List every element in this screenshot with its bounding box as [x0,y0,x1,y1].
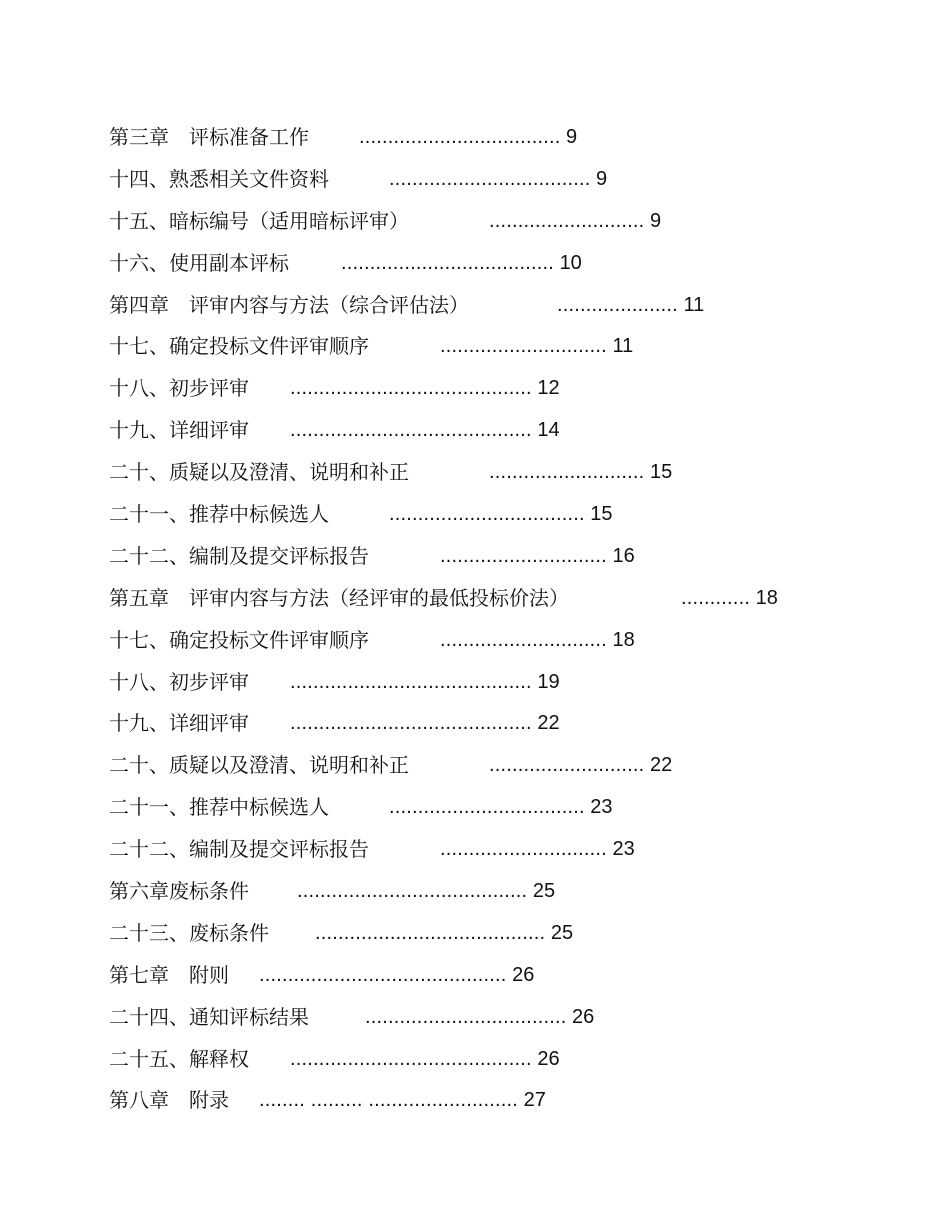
toc-entry-title: 二十一、推荐中标候选人 [109,502,329,527]
toc-entry-leader: ........ ......... .......................... [259,1089,519,1112]
toc-entry [109,536,909,578]
toc-entry-title: 二十三、废标条件 [109,920,269,945]
toc-entry [109,871,909,913]
toc-entry-title: 第六章废标条件 [109,879,249,904]
toc-entry-leader: ................................... [365,1005,567,1028]
toc-entry [109,159,909,201]
toc-entry-leader: ............................. [440,838,607,861]
toc-entry-leader: .......................................... [290,377,532,400]
toc-entry-page: 18 [612,628,635,651]
toc-entry-leader: ................................... [389,167,591,190]
toc-entry [109,913,909,955]
toc-entry-leader: ........................................ [315,921,546,944]
toc-entry [109,829,909,871]
toc-entry-title: 十九、详细评审 [109,711,249,736]
toc-entry-page: 15 [650,461,673,484]
toc-entry-title: 十八、初步评审 [109,376,249,401]
toc-entry-title: 第四章 评审内容与方法（综合评估法） [109,292,469,317]
toc-entry-page: 15 [590,503,613,526]
toc-entry [109,745,909,787]
table-of-contents [109,117,909,1122]
toc-entry-leader: .......................................... [290,712,532,735]
toc-entry-page: 25 [532,880,556,903]
toc-entry [109,326,909,368]
toc-entry-page: 10 [559,251,582,274]
toc-entry-leader: ........................................ [297,880,528,903]
toc-entry-page: 26 [572,1005,595,1028]
toc-entry [109,285,909,327]
toc-entry-leader: ........................... [489,461,645,484]
toc-entry-leader: ............................. [440,335,607,358]
toc-entry-title: 二十、质疑以及澄清、说明和补正 [109,753,409,778]
toc-entry-leader: .................................. [389,796,585,819]
toc-entry [109,578,909,620]
toc-entry-leader: ................................... [359,126,561,148]
toc-entry-title: 二十五、解释权 [109,1046,249,1071]
toc-entry-page: 16 [612,544,635,567]
toc-entry-page: 22 [537,712,560,735]
toc-entry-page: 19 [537,670,560,693]
toc-entry [109,117,909,159]
toc-entry-page: 23 [612,838,635,861]
toc-entry-page: 18 [755,586,778,609]
toc-entry-title: 十九、详细评审 [109,418,249,443]
toc-entry-title: 二十二、编制及提交评标报告 [109,543,369,568]
toc-entry-leader: .......................................... [290,670,532,693]
toc-entry [109,410,909,452]
toc-entry [109,1080,909,1122]
toc-entry-page: 14 [537,419,560,442]
toc-entry [109,620,909,662]
toc-entry-leader: .................................. [389,503,585,526]
toc-entry-page: 9 [650,209,662,232]
toc-entry-leader: ............ [681,586,751,609]
toc-entry-page: 9 [566,126,578,148]
toc-entry-leader: ........................... [489,209,645,232]
toc-entry-page: 11 [612,335,634,358]
toc-entry [109,368,909,410]
toc-entry-page: 12 [537,377,560,400]
toc-entry-page: 26 [512,963,535,986]
toc-entry-title: 十八、初步评审 [109,669,249,694]
toc-entry-title: 第五章 评审内容与方法（经评审的最低投标价法） [109,585,569,610]
toc-entry-page: 22 [650,754,673,777]
toc-entry-page: 26 [537,1047,560,1070]
toc-entry-title: 二十四、通知评标结果 [109,1004,309,1029]
toc-entry [109,662,909,704]
toc-entry-title: 第八章 附录 [109,1088,229,1113]
toc-entry-leader: ........................................... [259,963,507,986]
toc-entry-title: 二十二、编制及提交评标报告 [109,837,369,862]
toc-entry [109,703,909,745]
toc-entry-title: 十七、确定投标文件评审顺序 [109,627,369,652]
toc-entry [109,201,909,243]
toc-entry-page: 11 [683,293,705,316]
toc-entry-title: 第七章 附则 [109,962,229,987]
toc-entry [109,997,909,1039]
toc-entry-leader: ..................... [557,293,678,316]
toc-entry-page: 25 [550,921,574,944]
toc-entry [109,494,909,536]
toc-entry-leader: .......................................... [290,1047,532,1070]
toc-entry-page: 27 [523,1089,546,1112]
toc-entry-page: 23 [590,796,613,819]
toc-entry [109,787,909,829]
toc-entry-title: 二十、质疑以及澄清、说明和补正 [109,460,409,485]
toc-entry-leader: ..................................... [341,251,554,274]
toc-entry-page: 9 [596,167,608,190]
toc-entry-title: 二十一、推荐中标候选人 [109,795,329,820]
toc-entry [109,452,909,494]
toc-entry-leader: .......................................... [290,419,532,442]
toc-entry-title: 十五、暗标编号（适用暗标评审） [109,208,409,233]
toc-entry [109,1039,909,1081]
toc-entry-title: 第三章 评标准备工作 [109,125,309,149]
toc-entry-title: 十六、使用副本评标 [109,250,289,275]
toc-entry [109,243,909,285]
toc-entry [109,955,909,997]
toc-entry-leader: ............................. [440,628,607,651]
toc-entry-leader: ............................. [440,544,607,567]
toc-entry-leader: ........................... [489,754,645,777]
toc-entry-title: 十七、确定投标文件评审顺序 [109,334,369,359]
toc-entry-title: 十四、熟悉相关文件资料 [109,166,329,191]
